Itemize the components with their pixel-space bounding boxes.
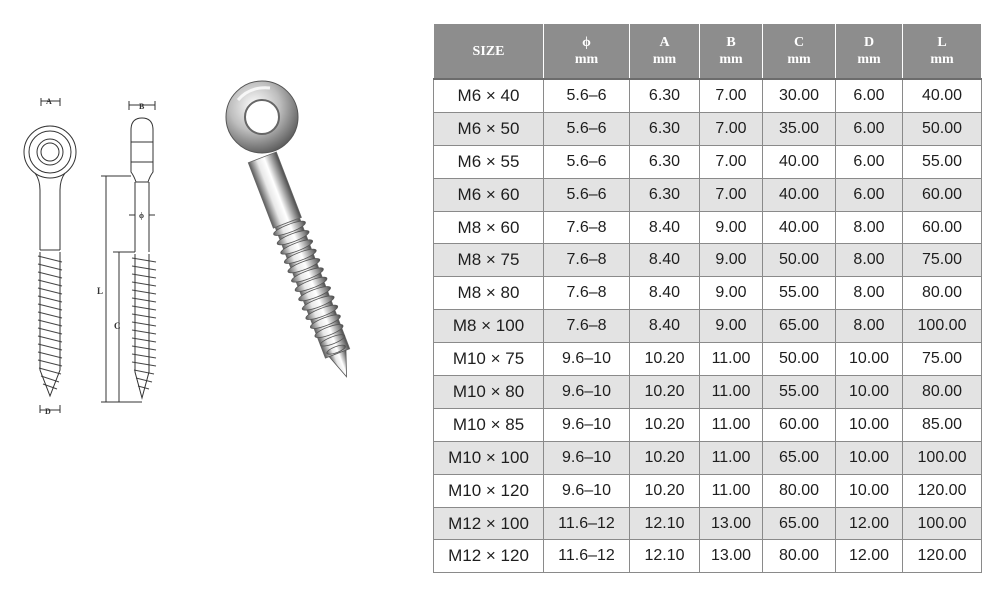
table-row [434,343,982,376]
table-cell-d: 10.00 [836,408,903,441]
table-cell-size: M10 × 100 [434,441,544,474]
table-cell-l: 50.00 [903,112,982,145]
table-cell-l: 80.00 [903,277,982,310]
column-header-unit: mm [857,52,881,67]
table-cell-size: M6 × 50 [434,112,544,145]
table-row [434,474,982,507]
column-header-d [836,24,903,80]
table-cell-l: 80.00 [903,376,982,409]
table-cell-a: 12.10 [630,540,700,573]
dim-label-b: B [139,102,145,111]
table-cell-l: 120.00 [903,474,982,507]
table-cell-c: 30.00 [763,79,836,112]
table-cell-size: M10 × 120 [434,474,544,507]
table-cell-a: 10.20 [630,474,700,507]
table-cell-c: 65.00 [763,441,836,474]
table-cell-a: 6.30 [630,79,700,112]
table-cell-b: 7.00 [700,112,763,145]
table-cell-b: 9.00 [700,244,763,277]
table-cell-d: 12.00 [836,540,903,573]
table-cell-d: 6.00 [836,112,903,145]
table-cell-phi: 9.6–10 [544,408,630,441]
table-cell-l: 100.00 [903,507,982,540]
table-cell-a: 8.40 [630,277,700,310]
table-cell-c: 65.00 [763,507,836,540]
table-cell-size: M6 × 55 [434,145,544,178]
table-cell-d: 12.00 [836,507,903,540]
table-row [434,112,982,145]
column-header-a [630,24,700,80]
table-cell-b: 11.00 [700,408,763,441]
table-cell-a: 6.30 [630,178,700,211]
table-cell-c: 40.00 [763,145,836,178]
dim-label-a: A [46,97,52,106]
spec-table-header [434,24,982,80]
dim-label-d: D [45,407,51,416]
table-cell-size: M12 × 100 [434,507,544,540]
column-header-unit: mm [930,52,954,67]
column-header-c [763,24,836,80]
table-cell-a: 10.20 [630,376,700,409]
table-cell-d: 8.00 [836,277,903,310]
table-cell-c: 55.00 [763,277,836,310]
column-header-unit: mm [719,52,743,67]
table-row [434,408,982,441]
table-cell-l: 100.00 [903,441,982,474]
table-cell-c: 40.00 [763,178,836,211]
table-cell-b: 11.00 [700,376,763,409]
table-cell-c: 50.00 [763,244,836,277]
table-cell-c: 65.00 [763,310,836,343]
table-cell-c: 80.00 [763,474,836,507]
table-cell-c: 35.00 [763,112,836,145]
column-header-label: L [937,35,947,50]
column-header-label: SIZE [472,43,505,59]
table-cell-phi: 9.6–10 [544,441,630,474]
table-cell-c: 55.00 [763,376,836,409]
table-row [434,441,982,474]
table-cell-l: 40.00 [903,79,982,112]
table-cell-d: 6.00 [836,79,903,112]
table-cell-d: 10.00 [836,441,903,474]
table-cell-phi: 7.6–8 [544,244,630,277]
table-cell-b: 13.00 [700,540,763,573]
table-cell-a: 10.20 [630,408,700,441]
table-cell-b: 7.00 [700,145,763,178]
table-cell-b: 11.00 [700,474,763,507]
table-cell-d: 8.00 [836,310,903,343]
table-cell-phi: 5.6–6 [544,178,630,211]
table-cell-b: 7.00 [700,79,763,112]
table-cell-l: 60.00 [903,178,982,211]
table-cell-size: M8 × 80 [434,277,544,310]
table-cell-a: 8.40 [630,211,700,244]
column-header-unit: mm [787,52,811,67]
table-cell-a: 8.40 [630,244,700,277]
table-cell-l: 85.00 [903,408,982,441]
table-cell-d: 8.00 [836,244,903,277]
table-cell-b: 7.00 [700,178,763,211]
table-cell-phi: 11.6–12 [544,507,630,540]
table-cell-phi: 5.6–6 [544,145,630,178]
column-header-unit: mm [652,52,677,67]
side-view-drawing [97,101,156,402]
table-cell-d: 6.00 [836,178,903,211]
table-cell-b: 11.00 [700,343,763,376]
table-cell-size: M8 × 100 [434,310,544,343]
table-cell-b: 9.00 [700,211,763,244]
table-row [434,376,982,409]
column-header-unit: mm [574,52,599,67]
table-cell-phi: 7.6–8 [544,277,630,310]
table-cell-a: 6.30 [630,145,700,178]
table-cell-a: 8.40 [630,310,700,343]
table-cell-size: M8 × 75 [434,244,544,277]
column-header-label: B [726,35,736,50]
table-cell-b: 11.00 [700,441,763,474]
table-cell-phi: 9.6–10 [544,376,630,409]
header-row [434,24,982,80]
column-header-label: C [793,35,805,50]
table-cell-phi: 11.6–12 [544,540,630,573]
table-cell-c: 50.00 [763,343,836,376]
table-cell-phi: 9.6–10 [544,343,630,376]
table-cell-phi: 9.6–10 [544,474,630,507]
table-row [434,310,982,343]
column-header-label: D [863,35,875,50]
table-cell-size: M6 × 60 [434,178,544,211]
table-cell-l: 120.00 [903,540,982,573]
table-row [434,145,982,178]
table-cell-size: M10 × 75 [434,343,544,376]
table-cell-d: 6.00 [836,145,903,178]
table-cell-size: M6 × 40 [434,79,544,112]
column-header-label: ϕ [582,35,591,50]
table-row [434,244,982,277]
table-cell-size: M12 × 120 [434,540,544,573]
table-row [434,79,982,112]
table-cell-b: 9.00 [700,277,763,310]
table-cell-d: 10.00 [836,343,903,376]
column-header-phi [544,24,630,80]
table-cell-a: 10.20 [630,441,700,474]
front-view-drawing [24,97,76,416]
table-row [434,507,982,540]
table-row [434,178,982,211]
table-cell-size: M10 × 85 [434,408,544,441]
table-cell-l: 75.00 [903,343,982,376]
dim-label-phi: ϕ [139,211,144,220]
column-header-l [903,24,982,80]
eye-screw-illustration [0,0,430,597]
column-header-b [700,24,763,80]
table-cell-c: 40.00 [763,211,836,244]
table-cell-phi: 7.6–8 [544,211,630,244]
spec-table-body [434,79,982,573]
table-cell-c: 60.00 [763,408,836,441]
table-cell-d: 10.00 [836,474,903,507]
table-row [434,540,982,573]
table-cell-l: 55.00 [903,145,982,178]
dim-label-l: L [97,286,104,296]
table-cell-d: 10.00 [836,376,903,409]
table-cell-b: 13.00 [700,507,763,540]
column-header-label: A [659,35,670,50]
eye-screw-spec-table [433,23,982,573]
column-header-size [434,24,544,80]
table-row [434,277,982,310]
table-cell-l: 60.00 [903,211,982,244]
table-cell-b: 9.00 [700,310,763,343]
table-cell-d: 8.00 [836,211,903,244]
table-row [434,211,982,244]
eye-screw-photo [226,81,362,383]
table-cell-c: 80.00 [763,540,836,573]
table-cell-a: 6.30 [630,112,700,145]
dim-label-c: C [114,321,121,331]
table-cell-a: 10.20 [630,343,700,376]
table-cell-phi: 5.6–6 [544,79,630,112]
table-cell-l: 75.00 [903,244,982,277]
table-cell-a: 12.10 [630,507,700,540]
table-cell-size: M8 × 60 [434,211,544,244]
table-cell-l: 100.00 [903,310,982,343]
table-cell-size: M10 × 80 [434,376,544,409]
table-cell-phi: 5.6–6 [544,112,630,145]
table-cell-phi: 7.6–8 [544,310,630,343]
